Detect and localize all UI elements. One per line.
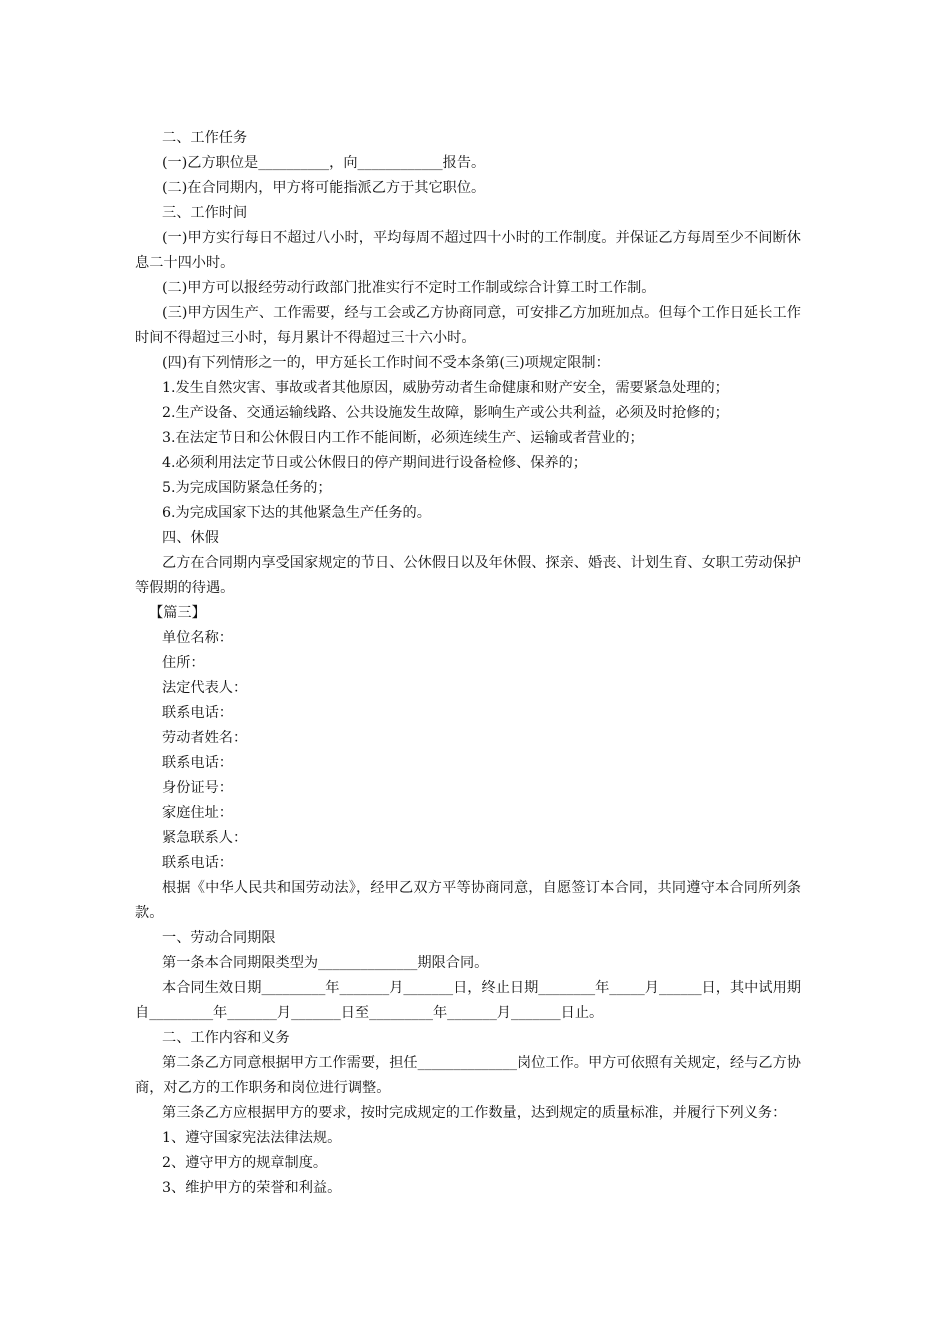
list-item: 3、维护甲方的荣誉和利益。 [162,1180,342,1196]
section-heading: 二、工作内容和义务 [162,1030,290,1046]
list-item: 3.在法定节日和公休假日内工作不能间断，必须连续生产、运输或者营业的； [162,430,644,446]
list-item: 4.必须利用法定节日或公休假日的停产期间进行设备检修、保养的； [162,455,587,471]
paragraph: (四)有下列情形之一的，甲方延长工作时间不受本条第(三)项规定限制： [162,355,610,371]
field-label: 联系电话： [162,855,233,871]
list-item: 6.为完成国家下达的其他紧急生产任务的。 [162,505,431,521]
paragraph: 根据《中华人民共和国劳动法》，经甲乙双方平等协商同意，自愿签订本合同，共同遵守本合同所列条款。 [135,880,801,921]
paragraph: 第三条乙方应根据甲方的要求，按时完成规定的工作数量，达到规定的质量标准，并履行下列义务： [162,1105,787,1121]
list-item: 1、遵守国家宪法法律法规。 [162,1130,342,1146]
list-item: 2、遵守甲方的规章制度。 [162,1155,328,1171]
list-item: 5.为完成国防紧急任务的； [162,480,332,496]
field-label: 紧急联系人： [162,830,248,846]
field-label: 法定代表人： [162,680,248,696]
section-heading: 三、工作时间 [162,205,248,221]
field-label: 联系电话： [162,755,233,771]
paragraph: (二)在合同期内，甲方将可能指派乙方于其它职位。 [162,180,486,196]
field-label: 住所： [162,655,205,671]
field-label: 劳动者姓名： [162,730,248,746]
list-item: 1.发生自然灾害、事故或者其他原因，威胁劳动者生命健康和财产安全，需要紧急处理的； [162,380,729,396]
field-label: 单位名称： [162,630,233,646]
field-label: 家庭住址： [162,805,233,821]
list-item: 2.生产设备、交通运输线路、公共设施发生故障，影响生产或公共利益，必须及时抢修的； [162,405,729,421]
paragraph: (三)甲方因生产、工作需要，经与工会或乙方协商同意，可安排乙方加班加点。但每个工作日延长工作时间不得超过三小时，每月累计不得超过三十六小时。 [135,305,801,346]
paragraph: 第一条本合同期限类型为______________期限合同。 [162,955,489,971]
paragraph: (一)乙方职位是__________，向____________报告。 [162,155,486,171]
field-label: 联系电话： [162,705,233,721]
section-heading: 四、休假 [162,530,219,546]
paragraph: (二)甲方可以报经劳动行政部门批准实行不定时工作制或综合计算工时工作制。 [162,280,656,296]
paragraph: 第二条乙方同意根据甲方工作需要，担任______________岗位工作。甲方可依照有关规定，经与乙方协商，对乙方的工作职务和岗位进行调整。 [135,1055,801,1096]
field-label: 身份证号： [162,780,233,796]
document-page [135,126,801,1201]
paragraph: 乙方在合同期内享受国家规定的节日、公休假日以及年休假、探亲、婚丧、计划生育、女职工劳动保护等假期的待遇。 [135,555,801,596]
section-heading: 二、工作任务 [162,130,248,146]
paragraph: 本合同生效日期_________年_______月_______日，终止日期________年_____月______日，其中试用期自_________年_______月_______日至_________年_______月_______日止。 [135,980,801,1021]
chapter-heading: 【篇三】 [149,605,206,621]
paragraph: (一)甲方实行每日不超过八小时，平均每周不超过四十小时的工作制度。并保证乙方每周至少不间断休息二十四小时。 [135,230,801,271]
section-heading: 一、劳动合同期限 [162,930,276,946]
